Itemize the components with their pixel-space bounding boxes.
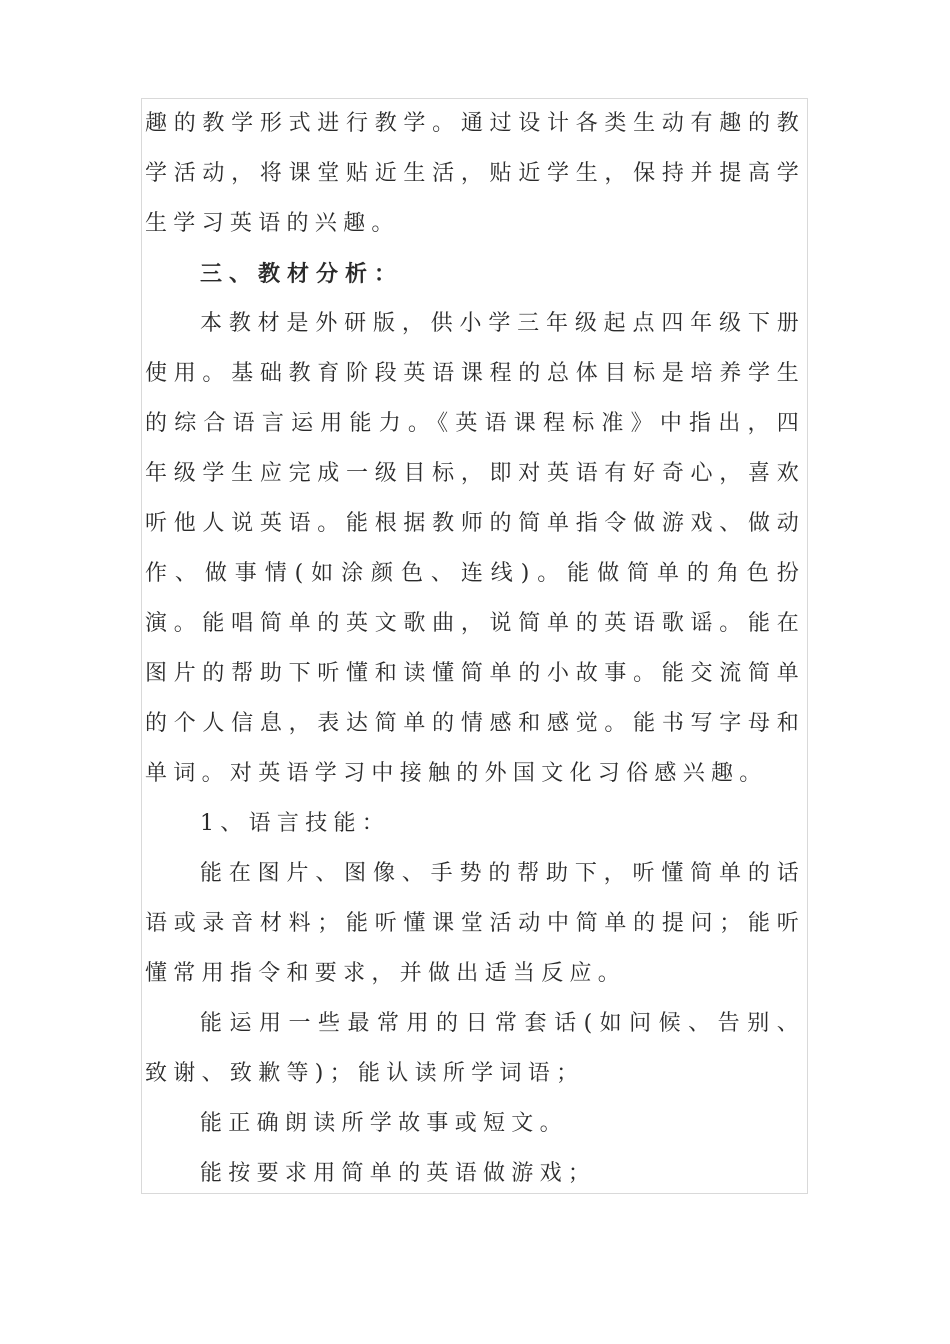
paragraph-continuation: 趣的教学形式进行教学。通过设计各类生动有趣的教学活动，将课堂贴近生活，贴近学生，保持并提高学生学习英语的兴趣。 <box>145 111 805 236</box>
subheading-language-skills: 1、语言技能： <box>200 811 391 836</box>
paragraph-listening-skills: 能在图片、图像、手势的帮助下，听懂简单的话语或录音材料；能听懂课堂活动中简单的提问；能听懂常用指令和要求，并做出适当反应。 <box>145 861 805 986</box>
paragraph-speaking-skills: 能运用一些最常用的日常套话(如问候、告别、致谢、致歉等)；能认读所学词语； <box>145 1011 805 1086</box>
paragraph-textbook-description: 本教材是外研版，供小学三年级起点四年级下册使用。基础教育阶段英语课程的总体目标是培养学生的综合语言运用能力。《英语课程标准》中指出，四年级学生应完成一级目标，即对英语有好奇心，喜欢听他人说英语。能根据教师的简单指令做游戏、做动作、做事情(如涂颜色、连线)。能做简单的角色扮演。能唱简单的英文歌曲，说简单的英语歌谣。能在图片的帮助下听懂和读懂简单的小故事。能交流简单的个人信息，表达简单的情感和感觉。能书写字母和单词。对英语学习中接触的外国文化习俗感兴趣。 <box>145 311 805 786</box>
paragraph-game-skills: 能按要求用简单的英语做游戏； <box>200 1161 597 1186</box>
paragraph-reading-skills: 能正确朗读所学故事或短文。 <box>200 1111 568 1136</box>
document-body <box>145 99 805 1199</box>
section-heading-textbook-analysis: 三、教材分析： <box>200 261 404 287</box>
